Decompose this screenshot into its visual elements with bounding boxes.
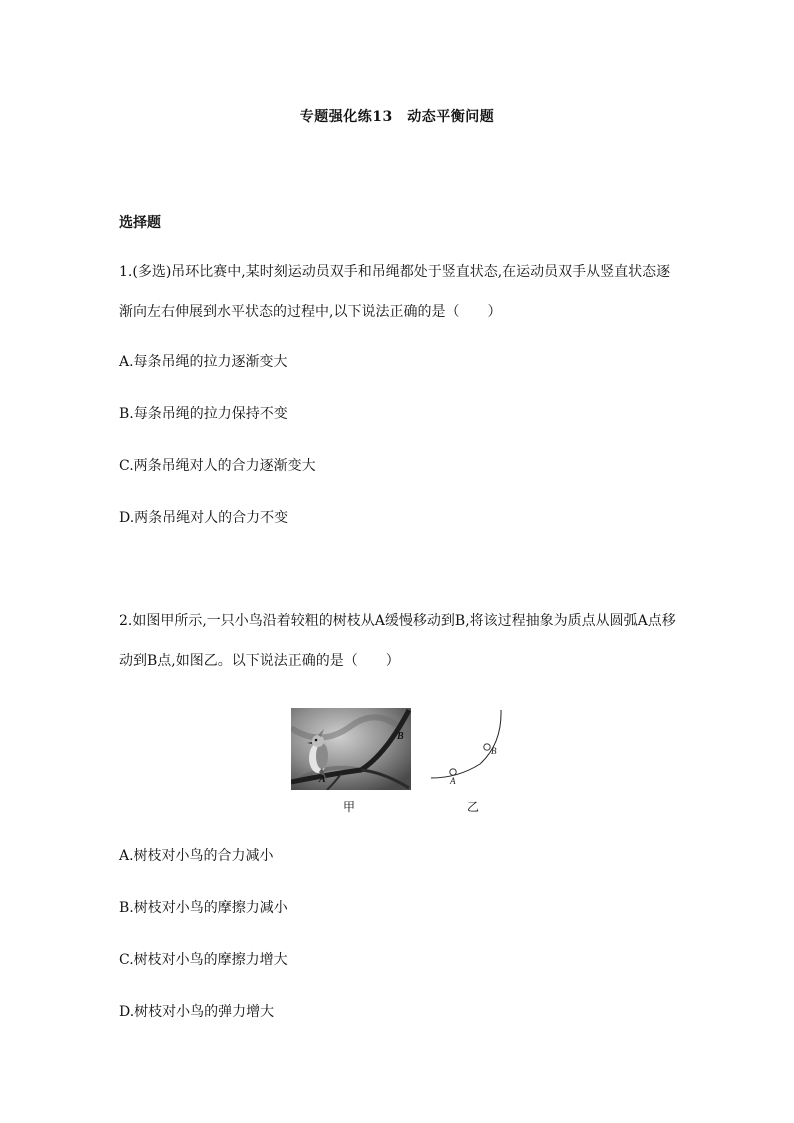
question-2-option-b: B.树枝对小鸟的摩擦力减小 <box>119 900 288 916</box>
figure-caption-right: 乙 <box>467 800 480 814</box>
figure-caption-left: 甲 <box>343 800 356 814</box>
question-1-option-c: C.两条吊绳对人的合力逐渐变大 <box>119 458 316 474</box>
arc-label-b: B <box>491 746 497 756</box>
question-1-option-b: B.每条吊绳的拉力保持不变 <box>119 406 288 422</box>
question-1-option-d: D.两条吊绳对人的合力不变 <box>119 510 289 526</box>
arc-point-b <box>484 744 490 750</box>
question-1-stem: 1.(多选)吊环比赛中,某时刻运动员双手和吊绳都处于竖直状态,在运动员双手从竖直状态逐渐向左右伸展到水平状态的过程中,以下说法正确的是（ ） <box>119 264 671 320</box>
bird-on-branch-photo <box>291 708 411 790</box>
photo-label-b: B <box>397 731 404 742</box>
question-2-option-c: C.树枝对小鸟的摩擦力增大 <box>119 952 288 968</box>
question-2-stem: 2.如图甲所示,一只小鸟沿着较粗的树枝从A缓慢移动到B,将该过程抽象为质点从圆弧A点移动到B点,如图乙。以下说法正确的是（ ） <box>119 613 676 669</box>
arc-label-a: A <box>450 776 456 786</box>
photo-label-a: A <box>319 774 326 785</box>
arc-diagram <box>428 708 506 792</box>
question-2-option-a: A.树枝对小鸟的合力减小 <box>119 848 274 864</box>
question-2-option-d: D.树枝对小鸟的弹力增大 <box>119 1004 275 1020</box>
section-heading: 选择题 <box>119 215 161 231</box>
arc-point-a <box>450 769 456 775</box>
question-1-option-a: A.每条吊绳的拉力逐渐变大 <box>119 354 288 370</box>
page-title: 专题强化练13 动态平衡问题 <box>299 109 495 125</box>
